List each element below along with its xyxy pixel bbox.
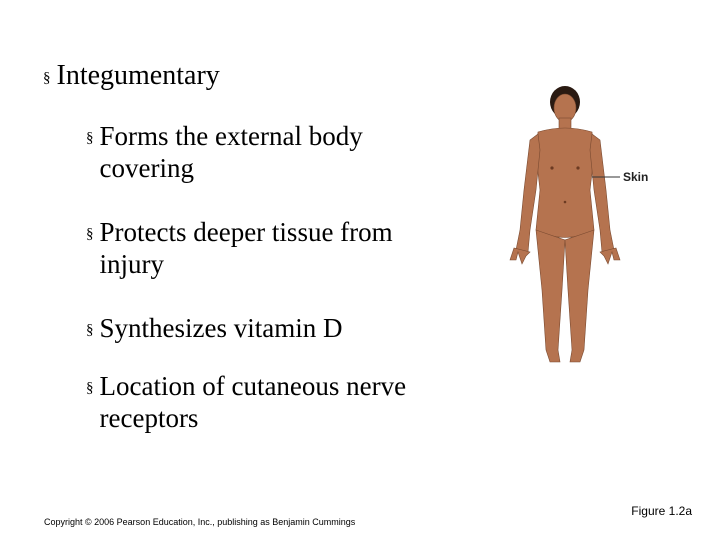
slide-heading: Integumentary [56,60,220,91]
bullet-marker: § [86,130,94,146]
sub-bullet [86,120,466,184]
body-figure [510,86,620,362]
bullet-marker: § [86,380,94,396]
sub-bullet [86,216,466,280]
bullet-marker: § [86,226,94,242]
copyright-notice: Copyright © 2006 Pearson Education, Inc., publishing as Benjamin Cummings [44,517,356,527]
bullet-marker: § [86,322,94,338]
bullet-text: Location of cutaneous nerve receptors [99,371,407,433]
skin-callout-label: Skin [623,170,649,184]
main-bullet [43,60,220,96]
sub-bullet [86,370,466,434]
bullet-text: Protects deeper tissue from injury [99,217,393,279]
figure-caption: Figure 1.2a [631,504,692,518]
sub-bullet [86,312,466,348]
bullet-text: Forms the external body covering [99,121,363,183]
bullet-marker: § [43,70,51,86]
human-body-illustration [490,80,690,380]
bullet-text: Synthesizes vitamin D [99,313,343,343]
